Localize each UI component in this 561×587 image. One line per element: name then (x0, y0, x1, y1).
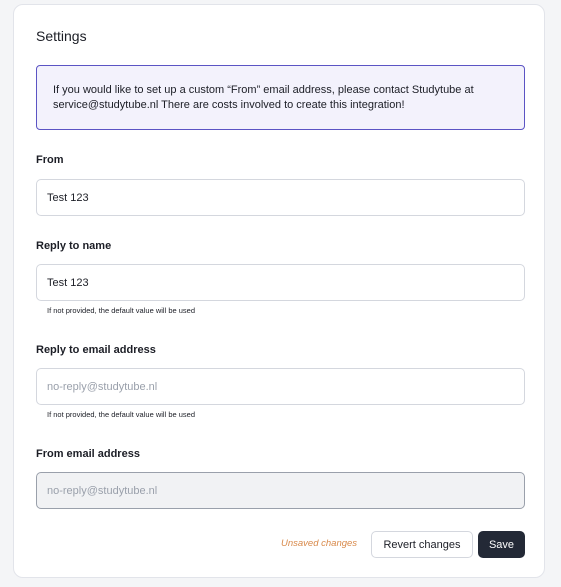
notice-line-2: service@studytube.nl There are costs involved to create this integration! (53, 99, 405, 111)
reply-to-name-input[interactable] (36, 264, 525, 301)
save-button[interactable]: Save (478, 531, 525, 558)
reply-to-email-hint: If not provided, the default value will be used (47, 410, 196, 419)
reply-to-email-label: Reply to email address (36, 344, 156, 356)
reply-to-name-hint: If not provided, the default value will be used (47, 306, 196, 315)
reply-to-email-input[interactable] (36, 368, 525, 405)
from-input[interactable] (36, 179, 525, 216)
from-email-input (36, 472, 525, 509)
from-label: From (36, 154, 64, 166)
revert-changes-button[interactable]: Revert changes (371, 531, 473, 558)
notice-line-1: If you would like to set up a custom “From” email address, please contact Studytube at (53, 84, 474, 96)
reply-to-name-label: Reply to name (36, 240, 112, 252)
info-notice (36, 65, 525, 130)
page-title: Settings (36, 28, 87, 44)
settings-card (13, 4, 545, 578)
from-email-label: From email address (36, 448, 140, 460)
unsaved-changes-status: Unsaved changes (281, 538, 358, 549)
